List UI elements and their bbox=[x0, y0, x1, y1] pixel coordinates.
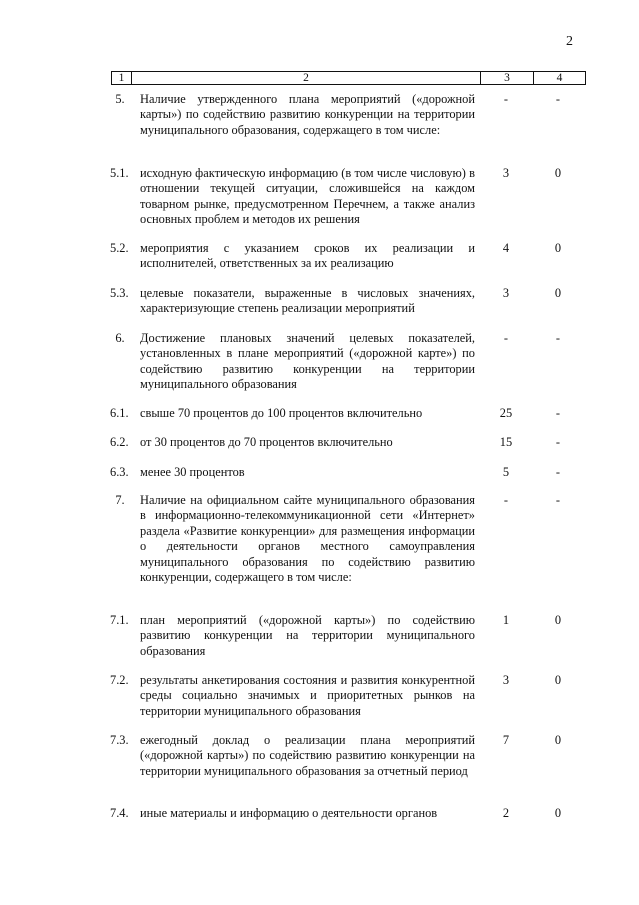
row-col4-value: 0 bbox=[554, 241, 562, 255]
row-text: свыше 70 процентов до 100 процентов включительно bbox=[140, 406, 423, 420]
header-col-4: 4 bbox=[534, 72, 586, 85]
row-col4-value: 0 bbox=[554, 613, 562, 627]
header-col-2: 2 bbox=[132, 72, 481, 85]
row-number: 7.4. bbox=[110, 806, 129, 820]
row-number: 7.1. bbox=[110, 613, 129, 627]
row-text: ежегодный доклад о реализации плана мероприятий («дорожной карты») по содействию развитию конкуренции на территории муниципального образования за отчетный период bbox=[140, 733, 475, 778]
row-col4-value: 0 bbox=[554, 286, 562, 300]
row-number: 5.3. bbox=[110, 286, 129, 300]
row-col4-value: - bbox=[555, 331, 561, 345]
row-text: Достижение плановых значений целевых показателей, установленных в плане мероприятий («дорожной карте») по содействию развитию конкуренции на территории муниципального образования bbox=[140, 331, 475, 392]
row-col3-value: - bbox=[503, 92, 509, 106]
row-text: от 30 процентов до 70 процентов включительно bbox=[140, 435, 393, 449]
row-text: иные материалы и информацию о деятельности органов bbox=[140, 806, 438, 820]
row-col3-value: 4 bbox=[502, 241, 510, 255]
row-number: 5. bbox=[115, 92, 125, 106]
row-number: 7.2. bbox=[110, 673, 129, 687]
row-col4-value: - bbox=[555, 465, 561, 479]
row-number: 5.1. bbox=[110, 166, 129, 180]
row-col3-value: 3 bbox=[502, 673, 510, 687]
row-number: 6. bbox=[115, 331, 125, 345]
row-col3-value: 25 bbox=[499, 406, 513, 420]
row-col3-value: 15 bbox=[499, 435, 513, 449]
row-number: 6.3. bbox=[110, 465, 129, 479]
row-col3-value: 5 bbox=[502, 465, 510, 479]
row-col3-value: 3 bbox=[502, 286, 510, 300]
row-text: мероприятия с указанием сроков их реализации и исполнителей, ответственных за их реализацию bbox=[140, 241, 475, 271]
row-col3-value: 3 bbox=[502, 166, 510, 180]
row-text: Наличие утвержденного плана мероприятий («дорожной карты») по содействию развитию конкуренции на территории муниципального образования, содержащего в том числе: bbox=[140, 92, 475, 137]
row-text: Наличие на официальном сайте муниципального образования в информационно-телекоммуникационной сети «Интернет» раздела «Развитие конкуренции» для размещения информации о деятельности органов местного самоуправления муниципального образования по содействию развитию конкуренции, содержащего в том числе: bbox=[140, 493, 475, 585]
column-header-row bbox=[111, 71, 586, 85]
row-col4-value: - bbox=[555, 406, 561, 420]
row-col4-value: - bbox=[555, 493, 561, 507]
row-col4-value: 0 bbox=[554, 166, 562, 180]
row-col4-value: - bbox=[555, 92, 561, 106]
row-col3-value: 1 bbox=[502, 613, 510, 627]
row-number: 6.1. bbox=[110, 406, 129, 420]
row-col3-value: - bbox=[503, 493, 509, 507]
page-number: 2 bbox=[566, 34, 573, 49]
header-col-1: 1 bbox=[112, 72, 132, 85]
row-col4-value: 0 bbox=[554, 673, 562, 687]
row-text: целевые показатели, выраженные в числовых значениях, характеризующие степень реализации мероприятий bbox=[140, 286, 475, 316]
row-col3-value: 2 bbox=[502, 806, 510, 820]
row-text: исходную фактическую информацию (в том числе числовую) в отношении текущей ситуации, сложившейся на каждом товарном рынке, предусмотренном Перечнем, а также анализ основных проблем и методов их решения bbox=[140, 166, 475, 227]
row-number: 5.2. bbox=[110, 241, 129, 255]
row-text: план мероприятий («дорожной карты») по содействию развитию конкуренции на территории муниципального образования bbox=[140, 613, 475, 658]
row-text: результаты анкетирования состояния и развития конкурентной среды социально значимых и приоритетных рынков на территории муниципального образования bbox=[140, 673, 475, 718]
row-number: 7. bbox=[115, 493, 125, 507]
row-number: 7.3. bbox=[110, 733, 129, 747]
row-number: 6.2. bbox=[110, 435, 129, 449]
row-col4-value: - bbox=[555, 435, 561, 449]
row-col3-value: - bbox=[503, 331, 509, 345]
row-col4-value: 0 bbox=[554, 733, 562, 747]
row-col3-value: 7 bbox=[502, 733, 510, 747]
row-col4-value: 0 bbox=[554, 806, 562, 820]
header-col-3: 3 bbox=[481, 72, 534, 85]
row-text: менее 30 процентов bbox=[140, 465, 245, 479]
